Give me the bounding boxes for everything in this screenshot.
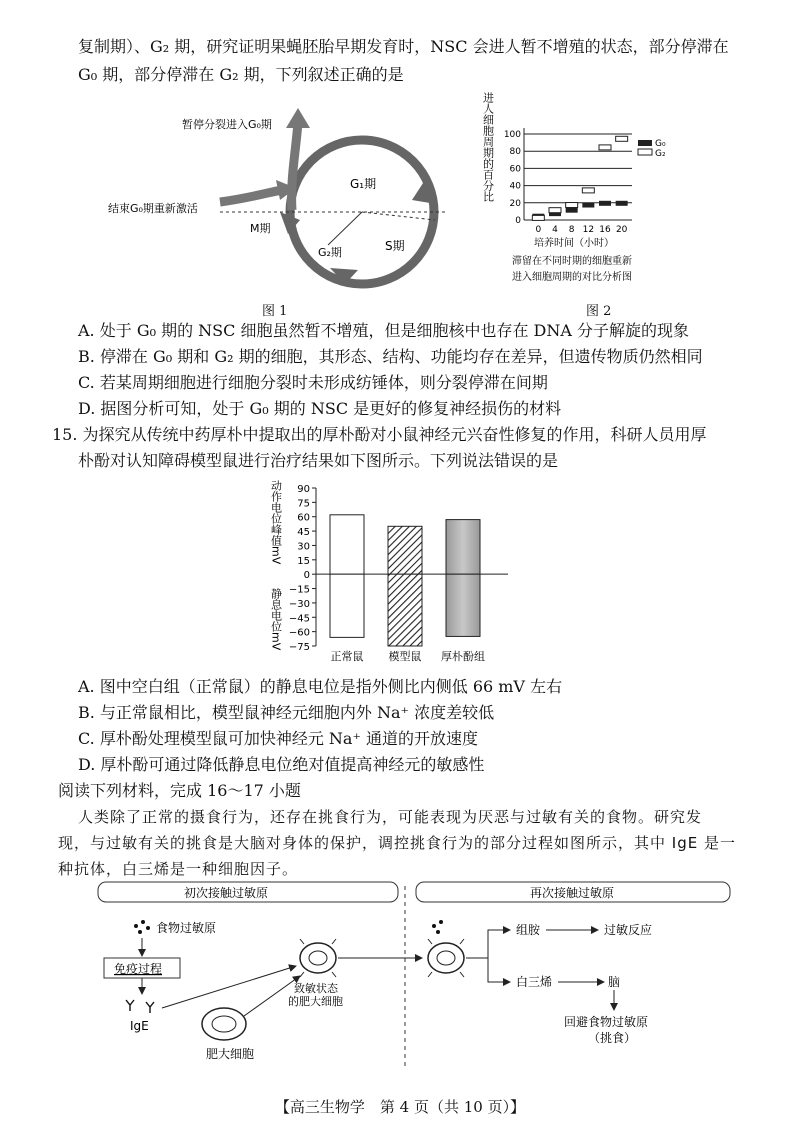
- x-tick-label: 0: [535, 225, 542, 235]
- bar-g2: [599, 145, 611, 150]
- bar-resting-potential: [446, 574, 480, 636]
- label-pause: 暂停分裂进入G₀期: [182, 118, 272, 131]
- allergen-dots-right-icon: [432, 920, 443, 934]
- y-tick-label: −30: [288, 598, 310, 610]
- legend-g2: G₂: [655, 149, 666, 159]
- sensitized-label1: 致敏状态: [294, 982, 338, 995]
- reading-para-line3: 种抗体，白三烯是一种细胞因子。: [58, 860, 299, 878]
- y-tick-label: 75: [297, 498, 310, 510]
- reactivate-arrow: [220, 190, 282, 202]
- legend-g0-swatch: [638, 140, 652, 146]
- chart-ylabel-bottom: 静息电位mV: [269, 588, 283, 651]
- histamine-label: 组胺: [516, 923, 541, 937]
- q15-option-c: C. 厚朴酚处理模型鼠可加快神经元 Na⁺ 通道的开放速度: [78, 729, 479, 748]
- fig2-sub2: 进入细胞周期的对比分析图: [512, 272, 632, 283]
- q15-stem-line1: 15. 为探究从传统中药厚朴中提取出的厚朴酚对小鼠神经元兴奋性修复的作用，科研人员用厚: [52, 425, 707, 444]
- bar-g0: [566, 208, 578, 213]
- label-reactivate: 结束G₀期重新激活: [108, 202, 198, 215]
- fig1-caption: 图 1: [262, 304, 288, 319]
- ige-label: IgE: [130, 1019, 149, 1033]
- picky-label: （挑食）: [588, 1031, 637, 1045]
- x-tick-label: 4: [552, 225, 558, 235]
- y-tick-label: −15: [288, 584, 310, 596]
- bar-resting-potential: [330, 574, 364, 637]
- y-tick-label: 40: [509, 181, 521, 192]
- fig2-xlabel: 培养时间（小时）: [534, 238, 614, 249]
- pause-arrow: [292, 122, 298, 210]
- brain-label: 脑: [608, 975, 621, 989]
- bar-action-potential: [330, 515, 364, 574]
- page-footer: 【高三生物学 第 4 页（共 10 页）】: [274, 1098, 526, 1116]
- label-m: M期: [250, 222, 271, 235]
- q15-option-d: D. 厚朴酚可通过降低静息电位绝对值提高神经元的敏感性: [78, 755, 485, 774]
- bar-g2: [532, 215, 544, 220]
- ige-antibody-icon: [126, 1000, 154, 1013]
- leukotriene-label: 白三烯: [516, 975, 553, 989]
- mast-label: 肥大细胞: [206, 1047, 255, 1061]
- label-g1: G₁期: [350, 177, 377, 191]
- y-tick-label: −75: [288, 642, 310, 653]
- reading-heading: 阅读下列材料，完成 16～17 小题: [58, 781, 301, 800]
- left-title: 初次接触过敏原: [184, 886, 269, 900]
- category-label: 厚朴酚组: [441, 650, 485, 663]
- reading-para-line1: 人类除了正常的摄食行为，还存在挑食行为，可能表现为厌恶与过敏有关的食物。研究发: [78, 808, 703, 826]
- bar-g0: [582, 203, 594, 208]
- x-tick-label: 16: [599, 225, 611, 235]
- y-tick-label: 20: [509, 198, 521, 209]
- q14-option-c: C. 若某周期细胞进行细胞分裂时未形成纺锤体，则分裂停滞在间期: [78, 373, 548, 392]
- q14-option-a: A. 处于 G₀ 期的 NSC 细胞虽然暂不增殖，但是细胞核中也存在 DNA 分子解旋的现象: [78, 321, 690, 340]
- y-tick-label: 0: [303, 570, 310, 582]
- allergen-label: 食物过敏原: [156, 921, 217, 935]
- mast-cell-icon: [202, 1008, 246, 1040]
- label-g2: G₂期: [318, 246, 342, 259]
- q14-option-b: B. 停滞在 G₀ 期和 G₂ 期的细胞，其形态、结构、功能均存在差异，但遗传物质仍然相同: [78, 347, 703, 366]
- figure-3-allergy-flow: [96, 878, 736, 1078]
- avoid-label: 回避食物过敏原: [564, 1015, 649, 1029]
- fig2-ylabel: 进人细胞周期的百分比: [482, 92, 495, 202]
- fig2-caption: 图 2: [586, 304, 612, 319]
- sensitized-label2: 的肥大细胞: [288, 995, 343, 1008]
- y-tick-label: 0: [515, 216, 521, 226]
- chart-ylabel-top: 动作电位峰值mV: [269, 480, 283, 565]
- figure-1-cell-cycle: [100, 100, 470, 310]
- y-tick-label: 15: [297, 555, 310, 567]
- q15-stem-line2: 朴酚对认知障碍模型鼠进行治疗结果如下图所示。下列说法错误的是: [78, 451, 559, 470]
- immune-label: 免疫过程: [114, 962, 163, 976]
- y-tick-label: 80: [509, 147, 521, 158]
- x-tick-label: 20: [615, 225, 628, 235]
- q14-intro-line2: G₀ 期，部分停滞在 G₂ 期，下列叙述正确的是: [78, 65, 404, 84]
- right-title: 再次接触过敏原: [530, 886, 615, 900]
- mast-cell-right-icon: [428, 939, 464, 977]
- q15-bar-chart: [268, 476, 538, 670]
- legend-g2-swatch: [638, 149, 652, 155]
- sensitized-cell-icon: [300, 939, 336, 977]
- figure-2-chart: [482, 86, 692, 296]
- y-tick-label: 100: [503, 130, 521, 140]
- bar-g2: [549, 208, 561, 213]
- bar-g2: [566, 203, 578, 208]
- y-tick-label: 30: [297, 541, 310, 553]
- category-label: 模型鼠: [388, 650, 422, 663]
- bar-g2: [616, 136, 628, 141]
- y-tick-label: −60: [288, 627, 310, 639]
- legend-g0: G₀: [655, 139, 666, 149]
- bar-resting-potential: [388, 574, 422, 646]
- label-s: S期: [385, 239, 405, 253]
- q15-option-a: A. 图中空白组（正常鼠）的静息电位是指外侧比内侧低 66 mV 左右: [78, 677, 563, 696]
- y-tick-label: −45: [288, 613, 310, 625]
- bar-g0: [599, 201, 611, 206]
- q14-intro-line1: 复制期）、G₂ 期，研究证明果蝇胚胎早期发育时，NSC 会进人暂不增殖的状态，部分停滞在: [78, 37, 729, 56]
- allergen-dots-icon: [134, 920, 150, 934]
- bar-action-potential: [446, 520, 480, 575]
- x-tick-label: 8: [568, 225, 575, 235]
- bar-action-potential: [388, 526, 422, 574]
- bar-g0: [616, 201, 628, 206]
- y-tick-label: 60: [297, 512, 310, 524]
- q14-option-d: D. 据图分析可知，处于 G₀ 期的 NSC 是更好的修复神经损伤的材料: [78, 399, 562, 418]
- y-tick-label: 45: [297, 527, 310, 539]
- q15-option-b: B. 与正常鼠相比，模型鼠神经元细胞内外 Na⁺ 浓度差较低: [78, 703, 495, 722]
- allergy-label: 过敏反应: [604, 923, 653, 937]
- category-label: 正常鼠: [330, 650, 364, 663]
- reading-para-line2: 现，与过敏有关的挑食是大脑对身体的保护，调控挑食行为的部分过程如图所示，其中 IgE 是一: [58, 834, 736, 852]
- y-tick-label: 60: [509, 164, 521, 175]
- x-tick-label: 12: [582, 225, 595, 235]
- bar-g2: [582, 188, 594, 193]
- fig2-sub1: 滞留在不同时期的细胞重新: [512, 256, 632, 267]
- y-tick-label: 90: [297, 484, 310, 495]
